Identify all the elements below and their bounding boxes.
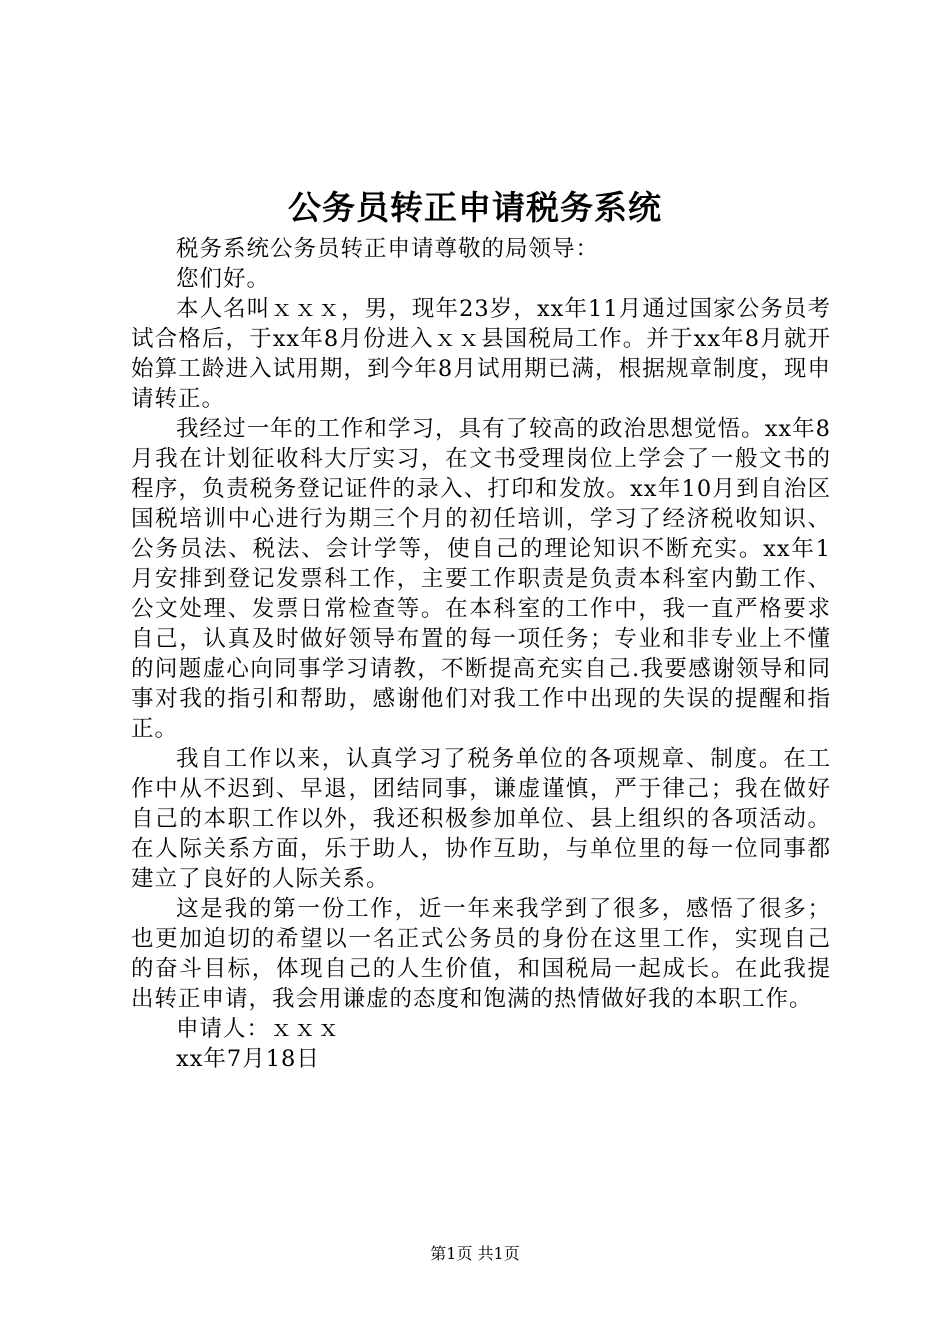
- document-title: 公务员转正申请税务系统: [288, 188, 662, 227]
- paragraph-discipline: 我自工作以来，认真学习了税务单位的各项规章、制度。在工作中从不迟到、早退，团结同事，谦虚谨慎，严于律己；我在做好自己的本职工作以外，我还积极参加单位、县上组织的各项活动。在人际关系方面，乐于助人，协作互助，与单位里的每一位同事都建立了良好的人际关系。: [131, 746, 831, 892]
- paragraph-work-study: 我经过一年的工作和学习，具有了较高的政治思想觉悟。xx年8月我在计划征收科大厅实习，在文书受理岗位上学会了一般文书的程序，负责税务登记证件的录入、打印和发放。xx年10月到自治区国税培训中心进行为期三个月的初任培训，学习了经济税收知识、公务员法、税法、会计学等，使自己的理论知识不断充实。xx年1月安排到登记发票科工作，主要工作职责是负责本科室内勤工作、公文处理、发票日常检查等。在本科室的工作中，我一直严格要求自己，认真及时做好领导布置的每一项任务；专业和非专业上不懂的问题虚心向同事学习请教，不断提高充实自己.我要感谢领导和同事对我的指引和帮助，感谢他们对我工作中出现的失误的提醒和指正。: [131, 416, 831, 742]
- page-number-footer: 第1页 共1页: [430, 1244, 520, 1263]
- application-date: xx年7月18日: [176, 1046, 320, 1072]
- paragraph-introduction: 本人名叫ｘｘｘ，男，现年23岁，xx年11月通过国家公务员考试合格后，于xx年8月份进入ｘｘ县国税局工作。并于xx年8月就开始算工龄进入试用期，到今年8月试用期已满，根据规章制度，现申请转正。: [131, 296, 831, 412]
- document-body: [131, 234, 831, 1074]
- salutation-heading: 税务系统公务员转正申请尊敬的局领导：: [176, 236, 600, 262]
- applicant-signature: 申请人：ｘｘｘ: [176, 1016, 341, 1042]
- paragraph-conclusion: 这是我的第一份工作，近一年来我学到了很多，感悟了很多；也更加迫切的希望以一名正式公务员的身份在这里工作，实现自己的奋斗目标，体现自己的人生价值，和国税局一起成长。在此我提出转正申请，我会用谦虚的态度和饱满的热情做好我的本职工作。: [131, 896, 831, 1012]
- greeting: 您们好。: [176, 266, 271, 292]
